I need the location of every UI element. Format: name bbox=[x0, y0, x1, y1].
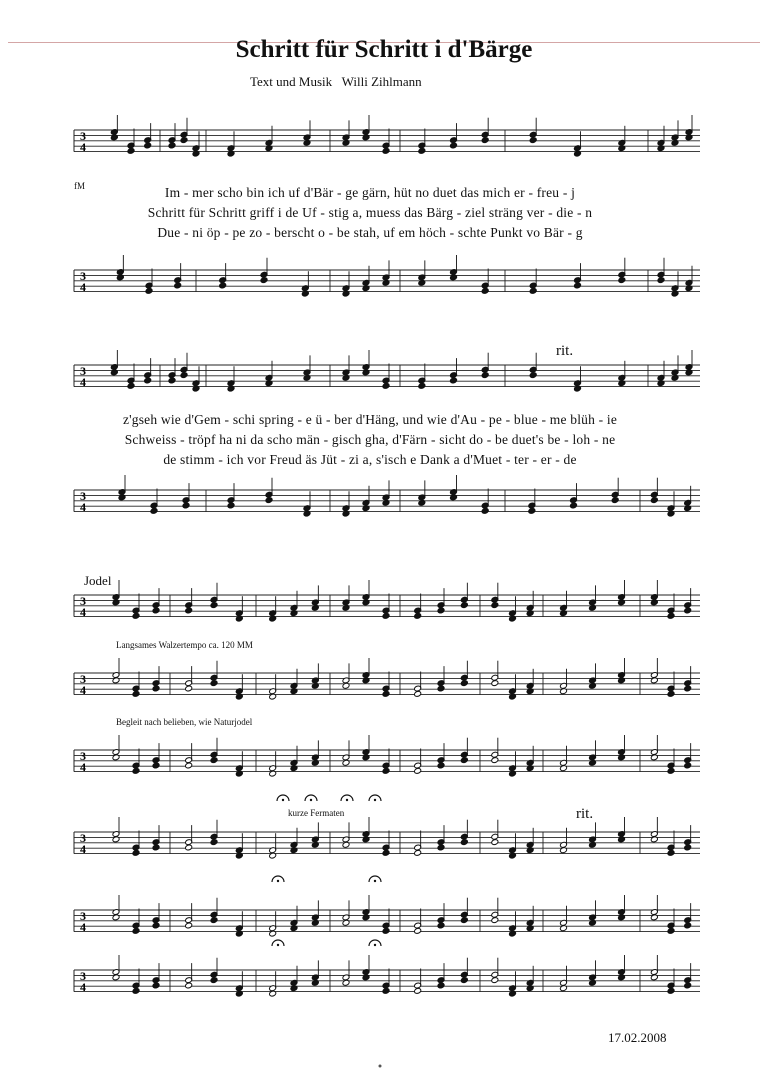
note-head bbox=[491, 602, 499, 609]
note-head bbox=[450, 142, 458, 149]
note-head bbox=[529, 372, 537, 379]
note-head bbox=[210, 680, 218, 687]
note-head bbox=[657, 277, 665, 284]
time-signature-top: 3 bbox=[80, 831, 86, 845]
note-head bbox=[132, 768, 140, 775]
note-head bbox=[460, 917, 468, 924]
time-signature-bottom: 4 bbox=[80, 920, 86, 934]
note-head bbox=[382, 850, 390, 857]
note-head bbox=[667, 928, 675, 935]
lyric-line-1-1: Im - mer scho bin ich uf d'Bär - ge gärn, hüt no duet das mich er - freu - j bbox=[164, 185, 576, 200]
time-signature-bottom: 4 bbox=[80, 375, 86, 389]
note-head bbox=[650, 497, 658, 504]
note-head bbox=[180, 137, 188, 144]
note-head bbox=[570, 502, 578, 509]
note-head bbox=[618, 277, 626, 284]
note-head bbox=[144, 142, 152, 149]
jodel-label: Jodel bbox=[84, 573, 112, 588]
note-head bbox=[481, 372, 489, 379]
song-title: Schritt für Schritt i d'Bärge bbox=[235, 36, 533, 63]
fermata-dot bbox=[282, 799, 284, 801]
note-head bbox=[481, 288, 489, 295]
note-head bbox=[491, 839, 499, 846]
time-signature-bottom: 4 bbox=[80, 980, 86, 994]
date-stamp: 17.02.2008 bbox=[608, 1030, 667, 1045]
note-head bbox=[185, 685, 193, 692]
time-signature-bottom: 4 bbox=[80, 683, 86, 697]
lyric-line-2-2: Schweiss - tröpf ha ni da scho män - gisch gha, d'Färn - sicht do - be duet's be - loh - ne bbox=[124, 432, 616, 447]
note-head bbox=[132, 928, 140, 935]
note-head bbox=[414, 691, 422, 698]
lyric-line-2-3: de stimm - ich vor Freud äs Jüt - zi a, s'isch e Dank a d'Muet - ter - er - de bbox=[163, 452, 577, 467]
note-head bbox=[491, 680, 499, 687]
note-head bbox=[185, 982, 193, 989]
note-head bbox=[185, 607, 193, 614]
time-signature-bottom: 4 bbox=[80, 280, 86, 294]
note-head bbox=[382, 988, 390, 995]
lyric-line-1-2: Schritt für Schritt griff i de Uf - stig a, muess das Bärg - ziel sträng ver - die - n bbox=[147, 205, 593, 220]
note-head bbox=[132, 691, 140, 698]
note-head bbox=[667, 691, 675, 698]
note-head bbox=[152, 607, 160, 614]
note-head bbox=[227, 502, 235, 509]
composer-credit: Text und Musik Willi Zihlmann bbox=[250, 74, 422, 89]
fermata-dot bbox=[374, 944, 376, 946]
fm-label: fM bbox=[74, 181, 85, 191]
note-head bbox=[210, 757, 218, 764]
note-head bbox=[152, 844, 160, 851]
note-head bbox=[132, 988, 140, 995]
note-head bbox=[414, 928, 422, 935]
note-head bbox=[185, 844, 193, 851]
note-head bbox=[168, 142, 176, 149]
note-head bbox=[684, 607, 692, 614]
note-head bbox=[260, 277, 268, 284]
note-head bbox=[574, 282, 582, 289]
note-head bbox=[528, 508, 536, 515]
lyric-line-2-1: z'gseh wie d'Gem - schi spring - e ü - ber d'Häng, und wie d'Au - pe - blue - me blüh - ie bbox=[122, 412, 618, 427]
note-head bbox=[684, 685, 692, 692]
note-head bbox=[460, 977, 468, 984]
note-head bbox=[210, 977, 218, 984]
fermata-dot bbox=[374, 880, 376, 882]
note-head bbox=[132, 613, 140, 620]
note-head bbox=[491, 757, 499, 764]
note-head bbox=[182, 502, 190, 509]
note-head bbox=[382, 148, 390, 155]
note-head bbox=[382, 383, 390, 390]
fermata-dot bbox=[277, 880, 279, 882]
note-head bbox=[168, 377, 176, 384]
note-head bbox=[437, 982, 445, 989]
ritardando-mark-1: rit. bbox=[556, 343, 574, 359]
fermata-dot bbox=[277, 944, 279, 946]
time-signature-top: 3 bbox=[80, 672, 86, 686]
note-head bbox=[611, 497, 619, 504]
time-signature-top: 3 bbox=[80, 489, 86, 503]
note-head bbox=[382, 691, 390, 698]
time-signature-bottom: 4 bbox=[80, 500, 86, 514]
tempo-marking: Langsames Walzertempo ca. 120 MM bbox=[116, 640, 253, 650]
note-head bbox=[529, 288, 537, 295]
fermata-note: kurze Fermaten bbox=[288, 808, 345, 818]
time-signature-top: 3 bbox=[80, 364, 86, 378]
note-head bbox=[180, 372, 188, 379]
note-head bbox=[414, 613, 422, 620]
time-signature-bottom: 4 bbox=[80, 842, 86, 856]
note-head bbox=[460, 757, 468, 764]
time-signature-bottom: 4 bbox=[80, 760, 86, 774]
note-head bbox=[152, 685, 160, 692]
note-head bbox=[127, 383, 135, 390]
note-head bbox=[460, 602, 468, 609]
scan-speck bbox=[379, 1065, 382, 1068]
fermata-dot bbox=[310, 799, 312, 801]
note-head bbox=[185, 922, 193, 929]
note-head bbox=[667, 768, 675, 775]
note-head bbox=[382, 928, 390, 935]
note-head bbox=[437, 922, 445, 929]
note-head bbox=[437, 844, 445, 851]
note-head bbox=[418, 383, 426, 390]
fermata-dot bbox=[346, 799, 348, 801]
note-head bbox=[265, 497, 273, 504]
note-head bbox=[382, 768, 390, 775]
note-head bbox=[144, 377, 152, 384]
note-head bbox=[210, 917, 218, 924]
note-head bbox=[152, 982, 160, 989]
time-signature-top: 3 bbox=[80, 594, 86, 608]
time-signature-top: 3 bbox=[80, 909, 86, 923]
note-head bbox=[185, 762, 193, 769]
note-head bbox=[152, 922, 160, 929]
note-head bbox=[132, 850, 140, 857]
note-head bbox=[684, 922, 692, 929]
note-head bbox=[450, 377, 458, 384]
note-head bbox=[414, 988, 422, 995]
note-head bbox=[460, 680, 468, 687]
note-head bbox=[481, 508, 489, 515]
note-head bbox=[529, 137, 537, 144]
note-head bbox=[460, 839, 468, 846]
note-head bbox=[667, 988, 675, 995]
note-head bbox=[684, 982, 692, 989]
note-head bbox=[437, 607, 445, 614]
time-signature-top: 3 bbox=[80, 969, 86, 983]
ritardando-mark-2: rit. bbox=[576, 806, 594, 822]
fermata-dot bbox=[374, 799, 376, 801]
note-head bbox=[437, 685, 445, 692]
time-signature-top: 3 bbox=[80, 129, 86, 143]
note-head bbox=[491, 977, 499, 984]
time-signature-top: 3 bbox=[80, 269, 86, 283]
time-signature-bottom: 4 bbox=[80, 605, 86, 619]
note-head bbox=[174, 282, 182, 289]
note-head bbox=[491, 917, 499, 924]
note-head bbox=[382, 613, 390, 620]
note-head bbox=[152, 762, 160, 769]
accompaniment-note: Begleit nach belieben, wie Naturjodel bbox=[116, 717, 253, 727]
note-head bbox=[210, 839, 218, 846]
note-head bbox=[437, 762, 445, 769]
note-head bbox=[150, 508, 158, 515]
lyric-line-1-3: Due - ni öp - pe zo - berscht o - be stah, uf em höch - schte Punkt vo Bär - g bbox=[157, 225, 583, 240]
note-head bbox=[210, 602, 218, 609]
note-head bbox=[481, 137, 489, 144]
note-head bbox=[667, 850, 675, 857]
note-head bbox=[219, 282, 227, 289]
note-head bbox=[684, 844, 692, 851]
note-head bbox=[145, 288, 153, 295]
note-head bbox=[414, 850, 422, 857]
note-head bbox=[418, 148, 426, 155]
time-signature-bottom: 4 bbox=[80, 140, 86, 154]
note-head bbox=[414, 768, 422, 775]
note-head bbox=[667, 613, 675, 620]
note-head bbox=[684, 762, 692, 769]
time-signature-top: 3 bbox=[80, 749, 86, 763]
note-head bbox=[127, 148, 135, 155]
